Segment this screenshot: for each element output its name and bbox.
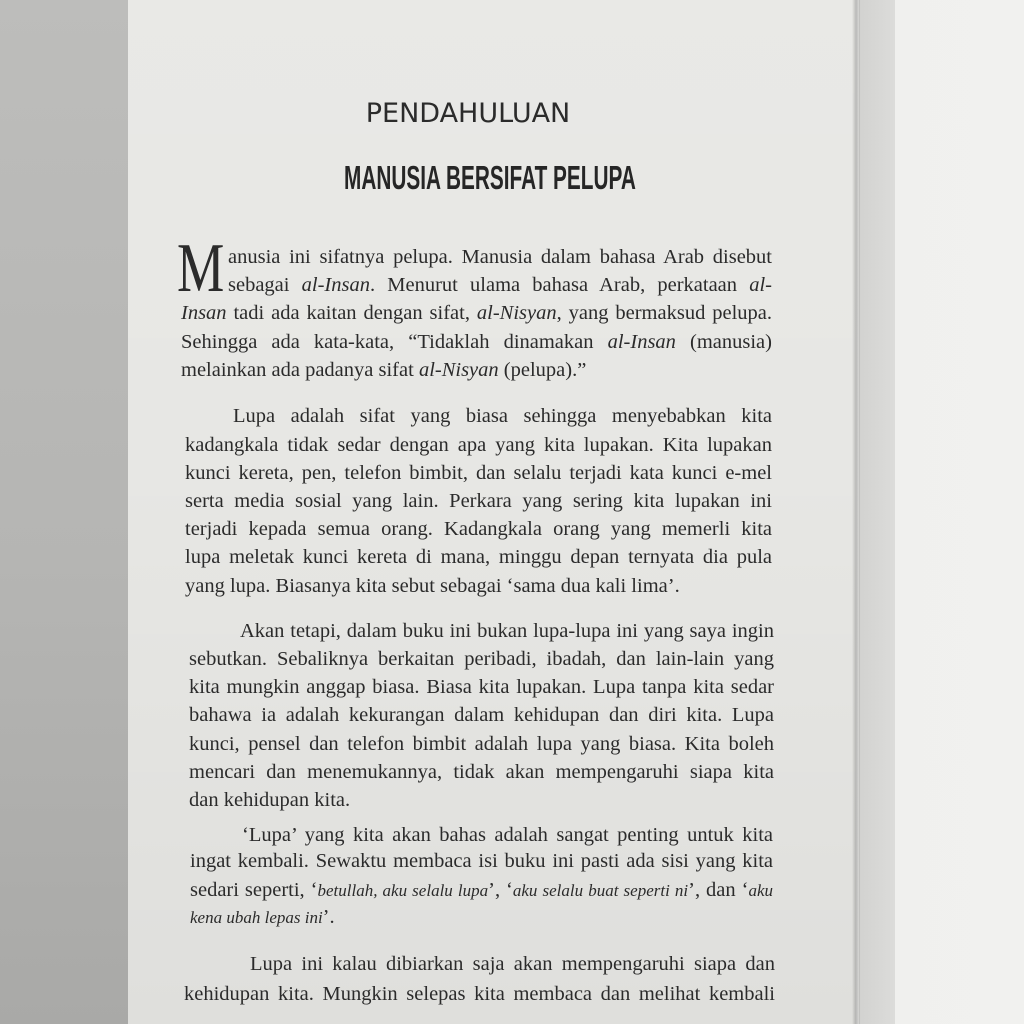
text-segment: dan kehidupan kita.	[189, 789, 351, 811]
text-line	[189, 673, 774, 701]
text-line	[185, 431, 772, 459]
text-line	[181, 328, 772, 356]
text-line	[189, 730, 774, 758]
text-segment: tadi ada kaitan dengan sifat,	[226, 302, 477, 324]
text-line	[233, 402, 772, 430]
text-segment: Sehingga ada kata-kata, “Tidaklah dinamakan	[181, 331, 608, 353]
text-segment: terjadi kepada semua orang. Kadangkala orang yang memerli kita	[185, 518, 772, 540]
text-line	[190, 903, 773, 931]
text-line	[181, 356, 772, 384]
text-line	[181, 299, 772, 327]
text-line	[185, 515, 772, 543]
text-segment: ingat kembali. Sewaktu membaca isi buku ini pasti ada sisi yang kita	[190, 850, 773, 872]
italic-quote: betullah, aku selalu lupa	[317, 881, 489, 900]
italic-term: al-Insan	[607, 331, 676, 353]
italic-term: al-Nisyan	[476, 302, 557, 324]
text-segment: ’.	[322, 906, 335, 928]
italic-term: al-Nisyan	[418, 359, 499, 381]
text-segment: sedari seperti, ‘	[190, 879, 318, 901]
text-segment: mencari dan menemukannya, tidak akan mempengaruhi siapa kita	[189, 761, 774, 783]
text-segment: (pelupa).”	[498, 359, 587, 381]
text-line	[228, 243, 772, 271]
text-segment: kunci kereta, pen, telefon bimbit, dan selalu terjadi kata kunci e-mel	[185, 462, 772, 484]
text-segment: Lupa adalah sifat yang biasa sehingga menyebabkan kita	[233, 405, 772, 427]
text-line	[240, 617, 774, 645]
italic-quote: aku selalu buat seperti ni	[512, 881, 689, 900]
text-line	[185, 487, 772, 515]
text-segment: melainkan ada padanya sifat	[181, 359, 419, 381]
text-line	[189, 701, 774, 729]
italic-term: al-Insan	[301, 274, 370, 296]
text-segment: anusia ini sifatnya pelupa. Manusia dalam bahasa Arab disebut	[228, 246, 772, 268]
text-segment: (manusia)	[675, 331, 772, 353]
text-line	[185, 543, 772, 571]
text-line	[228, 271, 772, 299]
text-segment: , yang bermaksud pelupa.	[556, 302, 772, 324]
text-segment: kehidupan kita. Mungkin selepas kita membaca dan melihat kembali	[184, 983, 775, 1005]
text-line	[184, 980, 775, 1008]
text-segment: serta media sosial yang lain. Perkara yang sering kita lupakan ini	[185, 490, 772, 512]
text-segment: sebutkan. Sebaliknya berkaitan peribadi, ibadah, dan lain-lain yang	[189, 648, 774, 670]
text-segment: Lupa ini kalau dibiarkan saja akan mempengaruhi siapa dan	[250, 953, 775, 975]
text-segment: yang lupa. Biasanya kita sebut sebagai ‘sama dua kali lima’.	[185, 575, 680, 597]
text-segment: sebagai	[228, 274, 302, 296]
text-line	[242, 821, 773, 849]
italic-quote: kena ubah lepas ini	[190, 908, 323, 927]
text-line	[185, 572, 772, 600]
text-segment: kita mungkin anggap biasa. Biasa kita lupakan. Lupa tanpa kita sedar	[189, 676, 774, 698]
text-line	[250, 950, 775, 978]
italic-term: al-	[749, 274, 772, 296]
text-line	[189, 758, 774, 786]
text-line	[190, 847, 773, 875]
text-line	[189, 786, 774, 814]
section-title: PENDAHULUAN	[365, 98, 571, 129]
text-segment: kunci, pensel dan telefon bimbit adalah lupa yang biasa. Kita boleh	[189, 733, 774, 755]
text-segment: ‘Lupa’ yang kita akan bahas adalah sangat penting untuk kita	[242, 824, 773, 846]
drop-cap: M	[177, 230, 225, 307]
background-surface	[0, 0, 128, 1024]
text-line	[185, 459, 772, 487]
text-segment: ’, dan ‘	[688, 879, 749, 901]
text-segment: bahawa ia adalah kekurangan dalam kehidupan dan diri kita. Lupa	[189, 704, 774, 726]
text-segment: Akan tetapi, dalam buku ini bukan lupa-lupa ini yang saya ingin	[240, 620, 774, 642]
text-segment: kadangkala tidak sedar dengan apa yang kita lupakan. Kita lupakan	[185, 434, 772, 456]
text-line	[189, 645, 774, 673]
text-line	[190, 876, 773, 904]
page-edge-shadow	[852, 0, 860, 1024]
italic-term: Insan	[181, 302, 227, 324]
text-segment: lupa meletak kunci kereta di mana, minggu depan ternyata dia pula	[185, 546, 772, 568]
chapter-title: MANUSIA BERSIFAT PELUPA	[344, 159, 636, 196]
text-segment: . Menurut ulama bahasa Arab, perkataan	[369, 274, 750, 296]
italic-quote: aku	[748, 881, 773, 900]
adjacent-page	[859, 0, 895, 1024]
text-segment: ’, ‘	[488, 879, 513, 901]
